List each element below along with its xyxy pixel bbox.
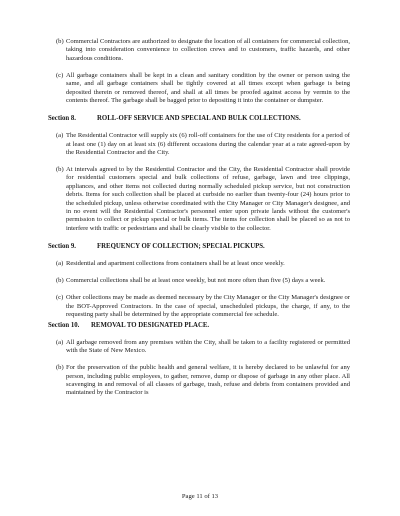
paragraph-label: (b) — [56, 38, 64, 45]
paragraph-label: (b) — [56, 364, 64, 372]
paragraph-label: (a) — [56, 260, 64, 268]
paragraph-s9-c — [48, 294, 350, 319]
paragraph-text: Residential and apartment collections from containers shall be at least once weekly. — [66, 260, 285, 268]
paragraph-text: Commercial Contractors are authorized to designate the location of all containers for commercial collection, taking into consideration convenience to collection crews and to customers, traffic hazards, and other hazardous conditions. — [66, 38, 350, 62]
paragraph-text: All garbage removed from any premises within the City, shall be taken to a facility registered or permitted with the State of New Mexico. — [66, 338, 350, 355]
paragraph-text: All garbage containers shall be kept in a clean and sanitary condition by the owner or person using the same, and all garbage containers shall be tightly covered at all times except when garbage is being deposited therein or removed thereof, and shall at all times be proofed against access by vermin to the contents thereof. The garbage shall be bagged prior to depositing it into the container or dumpster. — [66, 71, 350, 105]
paragraph-label: (a) — [56, 338, 64, 346]
paragraph-s10-b — [48, 364, 350, 398]
paragraph-s9-b — [48, 277, 350, 285]
section-8-heading — [48, 115, 350, 123]
paragraph-label: (b) — [56, 166, 64, 174]
paragraph-top-b — [48, 38, 350, 63]
section-title: REMOVAL TO DESIGNATED PLACE. — [91, 321, 210, 329]
paragraph-label: (c) — [56, 294, 64, 302]
section-title: ROLL-OFF SERVICE AND SPECIAL AND BULK COLLECTIONS. — [97, 115, 301, 123]
section-number: Section 10. — [48, 321, 80, 329]
section-number: Section 8. — [48, 115, 76, 123]
section-number: Section 9. — [48, 243, 76, 251]
paragraph-text: The Residential Contractor will supply six (6) roll-off containers for the use of City residents for a period of at least one (1) day on at least six (6) different occasions during the calendar year at a rate agreed-upon by the Residential Contractor and the City. — [66, 132, 350, 157]
section-title: FREQUENCY OF COLLECTION; SPECIAL PICKUPS. — [97, 243, 265, 251]
page-footer: Page 11 of 13 — [181, 493, 219, 500]
paragraph-text: Commercial collections shall be at least once weekly, but not more often than five (5) days a week. — [66, 277, 326, 285]
paragraph-label: (b) — [56, 277, 64, 285]
section-10-heading — [48, 322, 350, 330]
paragraph-s10-a — [48, 339, 350, 356]
paragraph-text: At intervals agreed to by the Residential Contractor and the City, the Residential Contractor shall provide for residential customers special and bulk collections of refuse, garbage, lawn and tree clippings, appliances, and other items not collected during normally scheduled pickup service, but not construction debris. Items for such collection shall be placed at curbside no earlier than twenty-four (24) hours prior to the scheduled pickup, unless otherwise coordinated with the City Manager or City Manager's designee, and in no event will the Residential Contractor's personnel enter upon private lands without the customer's permission to collect or pickup special or bulk items. The items for collection shall be placed so as not to interfere with traffic or pedestrians and shall be clearly visible to the collector. — [66, 166, 350, 232]
paragraph-label: (a) — [56, 132, 64, 140]
section-9-heading — [48, 243, 350, 251]
paragraph-top-c — [48, 72, 350, 106]
paragraph-label: (c) — [56, 71, 64, 79]
paragraph-text: For the preservation of the public health and general welfare, it is hereby declared to be unlawful for any person, including public employees, to gather, remove, dump or dispose of garbage in any other place. All scavenging in and removal of all classes of garbage, trash, refuse and debris from containers provided and maintained by the Contractor is — [66, 364, 350, 397]
paragraph-s9-a — [48, 260, 350, 268]
paragraph-text: Other collections may be made as deemed necessary by the City Manager or the City Manager's designee or the BOT-Approved Contractors. In the case of special, unscheduled pickups, the charge, if any, to the requesting party shall be determined by the appropriate commercial fee schedule. — [66, 294, 350, 318]
paragraph-s8-b — [48, 166, 350, 233]
paragraph-s8-a — [48, 132, 350, 157]
